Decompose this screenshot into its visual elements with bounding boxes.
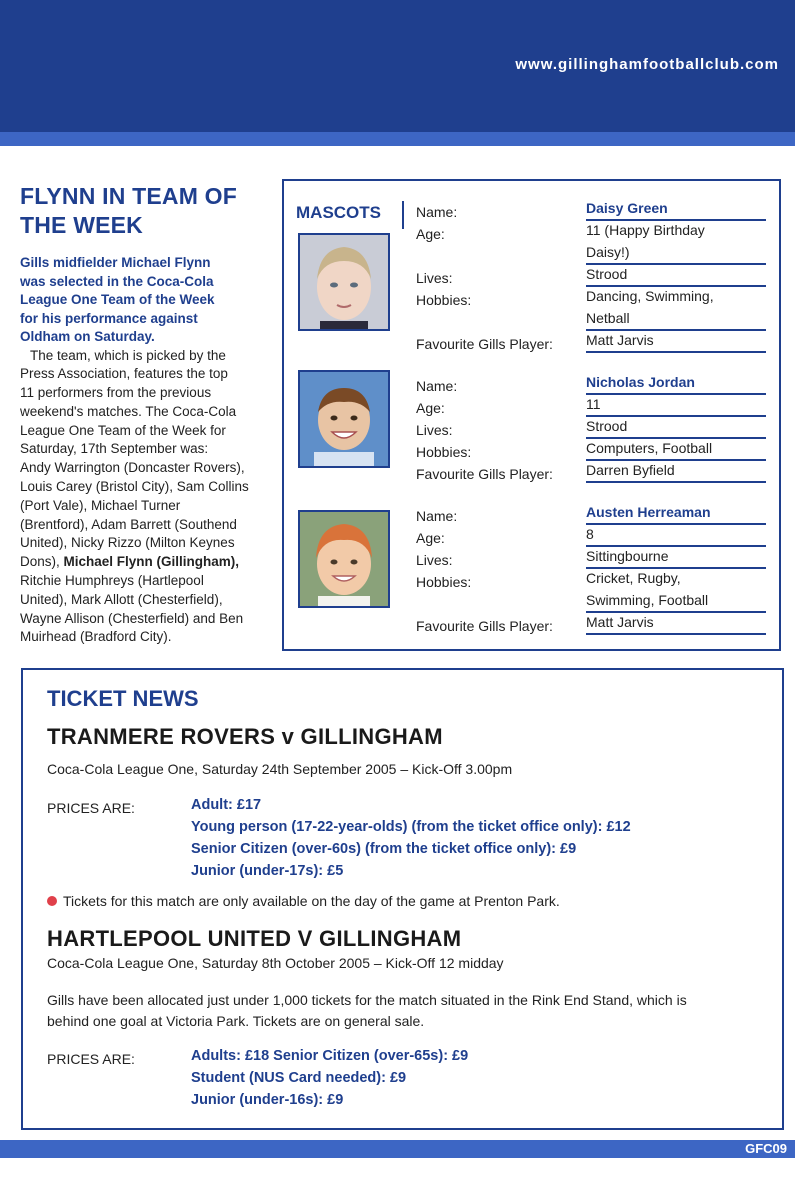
- mascot-name: Austen Herreaman: [586, 501, 766, 525]
- mascot-favourite: Matt Jarvis: [586, 329, 766, 353]
- mascot-favourite: Matt Jarvis: [586, 611, 766, 635]
- bullet-icon: [47, 896, 57, 906]
- match1-price-young: Young person (17-22-year-olds) (from the ticket office only): £12: [191, 819, 631, 835]
- mascot-age: 8: [586, 523, 766, 547]
- match1-price-senior: Senior Citizen (over-60s) (from the ticket office only): £9: [191, 841, 577, 857]
- header-stripe: [0, 132, 795, 146]
- mascot-age: 11: [586, 393, 766, 417]
- match1-title: TRANMERE ROVERS v GILLINGHAM: [47, 724, 443, 749]
- match2-prices-label: PRICES ARE:: [47, 1051, 135, 1067]
- mascot-lives: Sittingbourne: [586, 545, 766, 569]
- mascot-hobbies: Cricket, Rugby,: [586, 570, 681, 586]
- mascot-hobbies: Dancing, Swimming,: [586, 288, 714, 304]
- article-body: The team, which is picked by the Press Association, features the top 11 performers from the previous weekend's matches. The Coca-Cola League One Team of the Week for Saturday, 17th September was: Andy Warrington (Doncaster Rovers), Louis Carey (Bristol City), Sam Collins (Port Vale), Michael Turner (Brentford), Adam Barrett (Southend United), Nicky Rizzo (Milton Keynes Dons), Michael Flynn (Gillingham), Ritchie Humphreys (Hartlepool United), Mark Allott (Chesterfield), Wayne Allison (Chesterfield) and Ben Muirhead (Bradford City).: [20, 347, 249, 645]
- mascots-panel: MASCOTS Name: Daisy Green Age: 11 (Happy Birthday Daisy!) Lives: Strood Hobbies: Dancing, Swimming, Netball Favourite Gills Player: Matt Jarvis Name: Nicholas Jordan Age: 11 Lives: Strood Hobbies: Computers, Football Favourite Gills Player: Darren Byfield Name: Austen Herreaman Age: 8 Lives: Sittingbourne Hobbies: Cricket, Rugby, Swimming, Football Favourite Gills Player: Matt Jarvis: [282, 179, 781, 651]
- mascot-age: 11 (Happy Birthday: [586, 222, 705, 238]
- mascot-name: Nicholas Jordan: [586, 371, 766, 395]
- mascot-photo-nicholas: [298, 370, 390, 468]
- match2-title: HARTLEPOOL UNITED V GILLINGHAM: [47, 926, 462, 951]
- mascots-title-divider: [402, 201, 404, 229]
- match2-subtitle: Coca-Cola League One, Saturday 8th October 2005 – Kick-Off 12 midday: [47, 955, 504, 971]
- flynn-article: [20, 182, 270, 647]
- featured-player: Michael Flynn (Gillingham),: [63, 554, 240, 570]
- mascot-hobbies-cont: Swimming, Football: [586, 589, 766, 613]
- match2-price-student: Student (NUS Card needed): £9: [191, 1070, 407, 1086]
- ticket-news-panel: [21, 668, 784, 1130]
- ticket-news-heading: TICKET NEWS: [47, 686, 199, 711]
- website-url[interactable]: www.gillinghamfootballclub.com: [515, 56, 779, 73]
- match1-prices-label: PRICES ARE:: [47, 800, 135, 816]
- match1-note: Tickets for this match are only available on the day of the game at Prenton Park.: [47, 893, 560, 909]
- mascot-photo-daisy: [298, 233, 390, 331]
- mascot-age-cont: Daisy!): [586, 241, 766, 265]
- mascot-photo-austen: [298, 510, 390, 608]
- mascot-favourite: Darren Byfield: [586, 459, 766, 483]
- page-number: GFC09: [745, 1141, 787, 1156]
- mascot-name: Daisy Green: [586, 197, 766, 221]
- page-header: [0, 0, 795, 146]
- page-footer: [0, 1140, 795, 1158]
- mascot-lives: Strood: [586, 415, 766, 439]
- match1-price-adult: Adult: £17: [191, 797, 262, 813]
- mascot-hobbies: Computers, Football: [586, 437, 766, 461]
- match1-price-junior: Junior (under-17s): £5: [191, 863, 344, 879]
- article-lead: Gills midfielder Michael Flynn was selected in the Coca-Cola League One Team of the Week for his performance against Oldham on Saturday.: [20, 255, 215, 344]
- mascot-lives: Strood: [586, 263, 766, 287]
- mascots-title: MASCOTS: [296, 203, 381, 222]
- match2-description: Gills have been allocated just under 1,000 tickets for the match situated in the Rink End Stand, which is behind one goal at Victoria Park. Tickets are on general sale.: [47, 992, 687, 1029]
- mascot-hobbies-cont: Netball: [586, 307, 766, 331]
- match2-price-adults-senior: Adults: £18 Senior Citizen (over-65s): £9: [191, 1048, 469, 1064]
- article-title: FLYNN IN TEAM OF THE WEEK: [20, 183, 238, 238]
- match2-price-junior: Junior (under-16s): £9: [191, 1092, 344, 1108]
- match1-subtitle: Coca-Cola League One, Saturday 24th September 2005 – Kick-Off 3.00pm: [47, 761, 513, 777]
